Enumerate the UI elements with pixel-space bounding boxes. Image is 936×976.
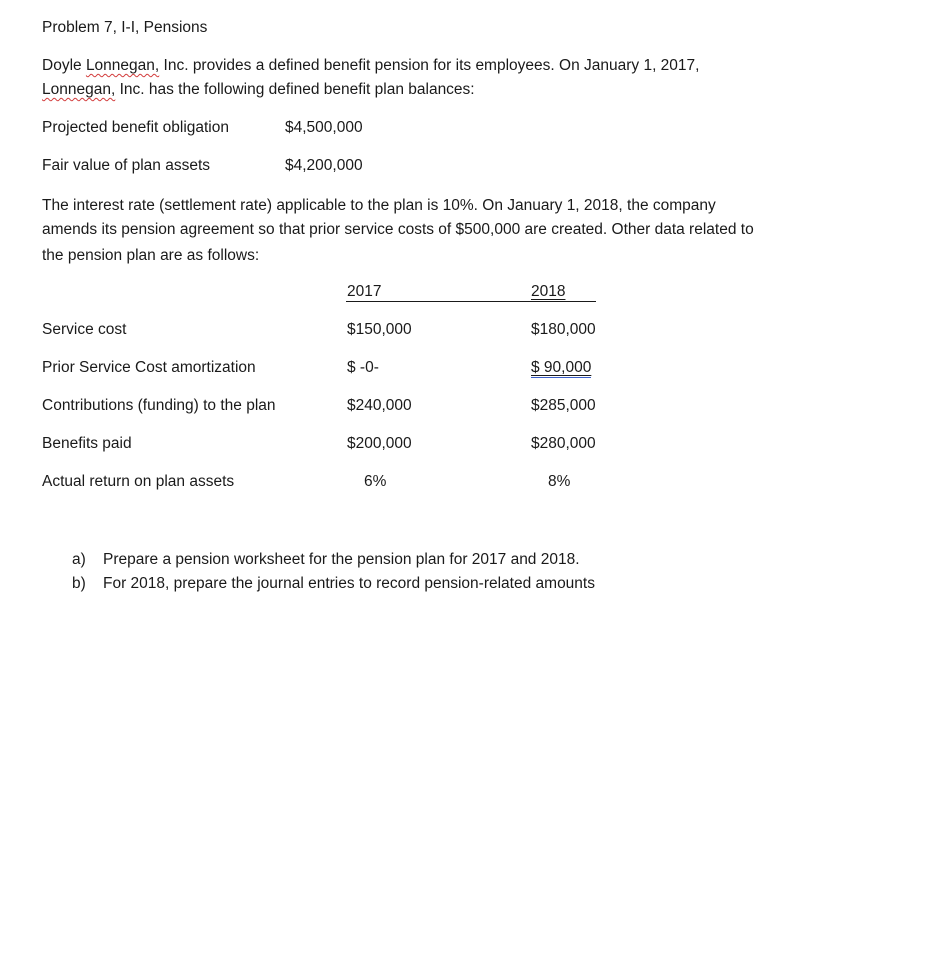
row-value-2017: $ -0- [347,359,379,376]
row-value-2018: 8% [548,473,571,490]
balance-value: $4,500,000 [285,119,363,136]
question-label: a) [72,551,86,568]
intro-text-1: Doyle [42,57,86,74]
row-value-2017: $200,000 [347,435,412,452]
balance-label: Fair value of plan assets [42,157,211,174]
problem-title: Problem 7, I-I, Pensions [42,19,208,36]
balance-value: $4,200,000 [285,157,363,174]
row-label: Prior Service Cost amortization [42,359,256,376]
balance-label: Projected benefit obligation [42,119,229,136]
question-text: Prepare a pension worksheet for the pension plan for 2017 and 2018. [103,551,580,568]
question-text: For 2018, prepare the journal entries to record pension-related amounts [103,575,595,592]
intro-line-1 [42,57,699,75]
company-name: Lonnegan, [85,57,160,74]
row-value-2017: $240,000 [347,397,412,414]
row-label: Benefits paid [42,435,132,452]
intro-line-2 [42,81,475,99]
row-value-2017: 6% [364,473,387,490]
paragraph-line: the pension plan are as follows: [42,247,260,264]
row-label: Actual return on plan assets [42,473,235,490]
paragraph-line: The interest rate (settlement rate) applicable to the plan is 10%. On January 1, 2018, the company [42,197,716,214]
column-header-2017: 2017 [347,283,382,300]
row-value-2017: $150,000 [347,321,412,338]
row-value-2018: $280,000 [531,435,596,452]
company-name: Lonnegan, [42,81,116,98]
row-value-2018 [531,359,591,377]
question-label: b) [72,575,86,592]
paragraph-line: amends its pension agreement so that prior service costs of $500,000 are created. Other data related to [42,221,754,238]
row-value-2018: $180,000 [531,321,596,338]
intro-text-2: Inc. provides a defined benefit pension for its employees. On January 1, 2017, [159,57,700,74]
column-header-2018: 2018 [531,283,566,300]
row-value-2018: $285,000 [531,397,596,414]
intro-text-3: Inc. has the following defined benefit plan balances: [115,81,475,98]
psc-2018-value: $ 90,000 [531,359,592,376]
header-rule-2017 [346,301,596,302]
row-label: Service cost [42,321,127,338]
row-label: Contributions (funding) to the plan [42,397,276,414]
